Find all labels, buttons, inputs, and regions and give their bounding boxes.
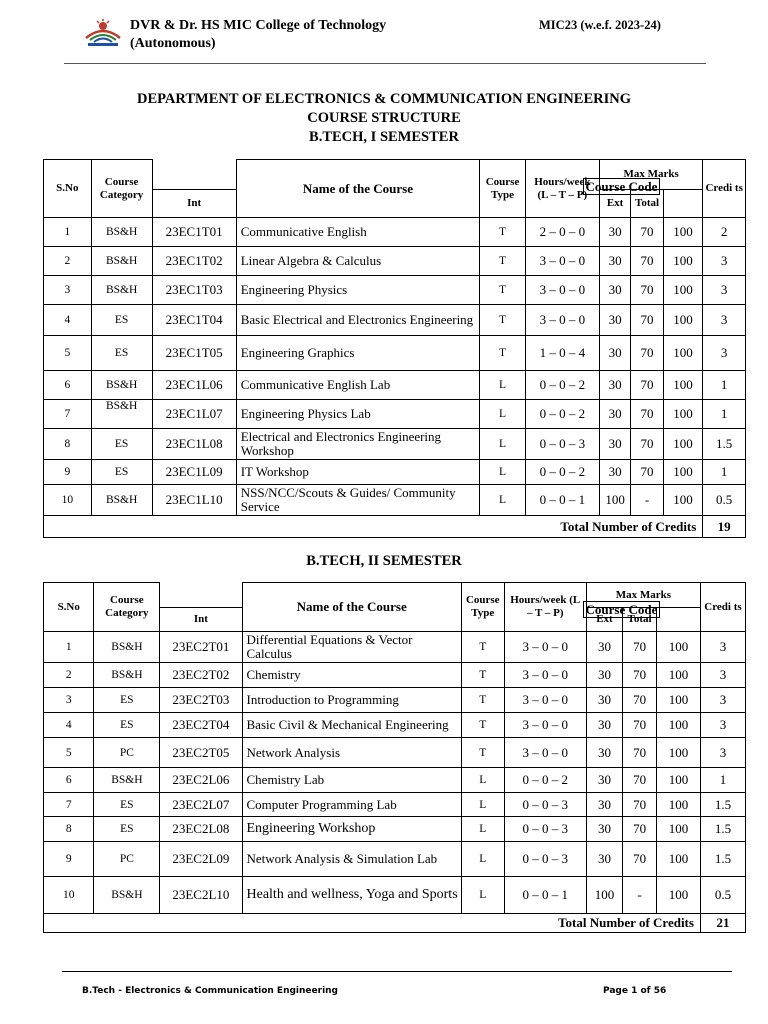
type-cell: L <box>480 400 526 429</box>
college-logo-icon <box>82 18 124 48</box>
hours-cell: 3 – 0 – 0 <box>504 713 586 738</box>
code-cell: 23EC2L06 <box>160 768 242 793</box>
footer-divider <box>62 971 732 972</box>
total-cell: 100 <box>657 738 701 768</box>
sno-cell: 7 <box>44 400 92 429</box>
code-cell: 23EC2T01 <box>160 632 242 663</box>
code-cell: 23EC1T01 <box>152 218 236 247</box>
document-title <box>0 90 768 147</box>
name-cell: Health and wellness, Yoga and Sports <box>242 877 461 914</box>
hours-cell: 3 – 0 – 0 <box>525 305 599 336</box>
sno-cell: 9 <box>44 842 94 877</box>
category-cell: BS&H <box>91 276 152 305</box>
col-sno: S.No <box>44 160 92 218</box>
hours-cell: 0 – 0 – 2 <box>525 400 599 429</box>
type-cell: T <box>480 305 526 336</box>
sno-cell: 8 <box>44 429 92 460</box>
semester2-rows <box>44 632 746 933</box>
col-hours: Hours/week (L – T – P) <box>504 583 586 632</box>
category-cell: PC <box>94 738 160 768</box>
code-cell: 23EC2T05 <box>160 738 242 768</box>
ext-cell: 70 <box>623 632 657 663</box>
total-cell: 100 <box>663 485 703 516</box>
col-hours: Hours/week (L – T – P) <box>525 160 599 218</box>
semester1-title: B.TECH, I SEMESTER <box>309 129 459 145</box>
category-cell: ES <box>91 305 152 336</box>
type-cell: T <box>461 632 504 663</box>
credits-cell: 1.5 <box>700 793 745 817</box>
col-sno: S.No <box>44 583 94 632</box>
college-name-block <box>130 17 386 53</box>
hours-cell: 0 – 0 – 3 <box>504 842 586 877</box>
ext-cell: 70 <box>631 247 663 276</box>
category-cell: ES <box>94 817 160 842</box>
col-code: Course Code <box>583 601 661 618</box>
category-cell: PC <box>94 842 160 877</box>
int-cell: 30 <box>599 218 630 247</box>
total-cell: 100 <box>657 663 701 688</box>
name-cell: IT Workshop <box>236 460 479 485</box>
ext-cell: 70 <box>623 842 657 877</box>
table-row <box>44 793 746 817</box>
ext-cell: 70 <box>631 429 663 460</box>
category-cell: ES <box>94 793 160 817</box>
page-header <box>0 0 768 70</box>
name-cell: Differential Equations & Vector Calculus <box>242 632 461 663</box>
credits-cell: 3 <box>700 713 745 738</box>
hours-cell: 2 – 0 – 0 <box>525 218 599 247</box>
semester2-title: B.TECH, II SEMESTER <box>306 553 462 569</box>
credits-cell: 1.5 <box>700 842 745 877</box>
name-cell: Electrical and Electronics Engineering Workshop <box>236 429 479 460</box>
sno-cell: 5 <box>44 336 92 371</box>
ext-cell: 70 <box>631 276 663 305</box>
name-cell: Chemistry Lab <box>242 768 461 793</box>
total-cell: 100 <box>663 247 703 276</box>
type-cell: L <box>461 768 504 793</box>
sno-cell: 5 <box>44 738 94 768</box>
type-cell: T <box>461 713 504 738</box>
category-cell: BS&H <box>91 485 152 516</box>
sno-cell: 4 <box>44 305 92 336</box>
hours-cell: 0 – 0 – 1 <box>504 877 586 914</box>
category-cell: BS&H <box>91 247 152 276</box>
col-type: Course Type <box>480 160 526 218</box>
hours-cell: 0 – 0 – 3 <box>504 817 586 842</box>
code-cell: 23EC1T05 <box>152 336 236 371</box>
col-total: Total <box>623 608 657 632</box>
code-cell: 23EC1L07 <box>152 400 236 429</box>
type-cell: L <box>461 817 504 842</box>
regulation-code: MIC23 (w.e.f. 2023-24) <box>539 18 661 32</box>
sno-cell: 10 <box>44 877 94 914</box>
table-row <box>44 663 746 688</box>
type-cell: L <box>461 877 504 914</box>
credits-cell: 3 <box>703 247 746 276</box>
header-divider <box>64 63 706 64</box>
int-cell: 30 <box>586 688 622 713</box>
course-structure-title: COURSE STRUCTURE <box>307 110 461 126</box>
name-cell: Communicative English <box>236 218 479 247</box>
category-cell: BS&H <box>91 218 152 247</box>
total-cell: 100 <box>663 218 703 247</box>
code-cell: 23EC1T04 <box>152 305 236 336</box>
table-row <box>44 877 746 914</box>
credits-cell: 1 <box>700 768 745 793</box>
ext-cell: 70 <box>623 663 657 688</box>
table-row <box>44 688 746 713</box>
type-cell: L <box>480 485 526 516</box>
hours-cell: 0 – 0 – 3 <box>504 793 586 817</box>
code-cell: 23EC1L06 <box>152 371 236 400</box>
total-cell: 100 <box>663 460 703 485</box>
code-cell: 23EC2T02 <box>160 663 242 688</box>
total-cell: 100 <box>663 429 703 460</box>
total-credits-label: Total Number of Credits <box>44 516 703 538</box>
semester1-course-table <box>43 159 746 538</box>
code-cell: 23EC1T02 <box>152 247 236 276</box>
credits-cell: 3 <box>703 276 746 305</box>
credits-cell: 1 <box>703 460 746 485</box>
col-int: Int <box>160 608 242 632</box>
hours-cell: 3 – 0 – 0 <box>504 688 586 713</box>
total-cell: 100 <box>657 768 701 793</box>
name-cell: Network Analysis & Simulation Lab <box>242 842 461 877</box>
code-cell: 23EC2T03 <box>160 688 242 713</box>
table-row <box>44 632 746 663</box>
col-credits: Credi ts <box>703 160 746 218</box>
int-cell: 30 <box>586 842 622 877</box>
name-cell: Chemistry <box>242 663 461 688</box>
name-cell: Engineering Physics <box>236 276 479 305</box>
hours-cell: 1 – 0 – 4 <box>525 336 599 371</box>
total-credits-value: 19 <box>703 516 746 538</box>
college-status: (Autonomous) <box>130 36 216 51</box>
int-cell: 30 <box>586 793 622 817</box>
code-cell: 23EC2L08 <box>160 817 242 842</box>
col-category: Course Category <box>94 583 160 632</box>
name-cell: Introduction to Programming <box>242 688 461 713</box>
total-cell: 100 <box>657 842 701 877</box>
col-name: Name of the Course <box>242 583 461 632</box>
col-total: Total <box>631 190 663 218</box>
name-cell: Basic Electrical and Electronics Engineering <box>236 305 479 336</box>
total-cell: 100 <box>663 371 703 400</box>
table-row <box>44 276 746 305</box>
ext-cell: 70 <box>623 793 657 817</box>
ext-cell: 70 <box>631 460 663 485</box>
sno-cell: 6 <box>44 768 94 793</box>
category-cell: BS&H <box>91 371 152 400</box>
type-cell: T <box>461 663 504 688</box>
total-cell: 100 <box>657 877 701 914</box>
name-cell: Engineering Physics Lab <box>236 400 479 429</box>
col-ext: Ext <box>599 190 630 218</box>
ext-cell: 70 <box>631 400 663 429</box>
int-cell: 30 <box>586 663 622 688</box>
sno-cell: 7 <box>44 793 94 817</box>
hours-cell: 3 – 0 – 0 <box>504 738 586 768</box>
hours-cell: 3 – 0 – 0 <box>504 663 586 688</box>
int-cell: 30 <box>599 276 630 305</box>
table-row <box>44 429 746 460</box>
sno-cell: 8 <box>44 817 94 842</box>
int-cell: 30 <box>599 247 630 276</box>
sno-cell: 3 <box>44 688 94 713</box>
hours-cell: 3 – 0 – 0 <box>525 276 599 305</box>
credits-cell: 3 <box>703 305 746 336</box>
credits-cell: 1.5 <box>703 429 746 460</box>
name-cell: Communicative English Lab <box>236 371 479 400</box>
ext-cell: - <box>631 485 663 516</box>
total-cell: 100 <box>663 305 703 336</box>
total-cell: 100 <box>657 793 701 817</box>
category-cell: ES <box>91 429 152 460</box>
category-cell: ES <box>94 688 160 713</box>
type-cell: T <box>461 738 504 768</box>
int-cell: 30 <box>586 817 622 842</box>
int-cell: 30 <box>599 305 630 336</box>
type-cell: T <box>480 247 526 276</box>
category-cell: ES <box>91 336 152 371</box>
sno-cell: 1 <box>44 632 94 663</box>
int-cell: 30 <box>586 713 622 738</box>
table-row <box>44 485 746 516</box>
total-cell: 100 <box>657 632 701 663</box>
name-cell: Computer Programming Lab <box>242 793 461 817</box>
col-credits: Credi ts <box>700 583 745 632</box>
table-row <box>44 460 746 485</box>
credits-cell: 2 <box>703 218 746 247</box>
ext-cell: - <box>623 877 657 914</box>
int-cell: 30 <box>599 336 630 371</box>
type-cell: L <box>480 371 526 400</box>
col-code: Course Code <box>583 178 661 195</box>
type-cell: L <box>461 793 504 817</box>
type-cell: T <box>480 276 526 305</box>
total-row <box>44 914 746 933</box>
footer-program: B.Tech - Electronics & Communication Engineering <box>82 986 338 996</box>
footer-page-number: Page 1 of 56 <box>603 986 667 996</box>
category-cell: BS&H <box>94 663 160 688</box>
code-cell: 23EC1T03 <box>152 276 236 305</box>
table-row <box>44 817 746 842</box>
table-row <box>44 218 746 247</box>
name-cell: Network Analysis <box>242 738 461 768</box>
int-cell: 30 <box>599 460 630 485</box>
int-cell: 30 <box>599 371 630 400</box>
int-cell: 30 <box>586 738 622 768</box>
credits-cell: 3 <box>700 632 745 663</box>
total-row <box>44 516 746 538</box>
col-max-marks: Max Marks <box>586 583 700 608</box>
credits-cell: 0.5 <box>700 877 745 914</box>
credits-cell: 1.5 <box>700 817 745 842</box>
int-cell: 30 <box>599 400 630 429</box>
ext-cell: 70 <box>623 768 657 793</box>
type-cell: L <box>480 460 526 485</box>
total-credits-label: Total Number of Credits <box>44 914 701 933</box>
sno-cell: 4 <box>44 713 94 738</box>
table-row <box>44 371 746 400</box>
ext-cell: 70 <box>623 713 657 738</box>
sno-cell: 2 <box>44 247 92 276</box>
code-cell: 23EC2L10 <box>160 877 242 914</box>
int-cell: 30 <box>586 632 622 663</box>
total-cell: 100 <box>657 713 701 738</box>
credits-cell: 3 <box>700 688 745 713</box>
credits-cell: 3 <box>703 336 746 371</box>
type-cell: T <box>461 688 504 713</box>
credits-cell: 3 <box>700 663 745 688</box>
category-cell: BS&H <box>94 632 160 663</box>
int-cell: 100 <box>586 877 622 914</box>
col-max-marks: Max Marks <box>599 160 702 190</box>
total-cell: 100 <box>663 276 703 305</box>
ext-cell: 70 <box>631 305 663 336</box>
name-cell: NSS/NCC/Scouts & Guides/ Community Service <box>236 485 479 516</box>
hours-cell: 0 – 0 – 2 <box>525 460 599 485</box>
table-row <box>44 842 746 877</box>
type-cell: T <box>480 218 526 247</box>
total-credits-value: 21 <box>700 914 745 933</box>
college-name: DVR & Dr. HS MIC College of Technology <box>130 18 387 33</box>
total-cell: 100 <box>657 817 701 842</box>
type-cell: L <box>461 842 504 877</box>
ext-cell: 70 <box>631 371 663 400</box>
sno-cell: 10 <box>44 485 92 516</box>
hours-cell: 0 – 0 – 2 <box>504 768 586 793</box>
ext-cell: 70 <box>631 218 663 247</box>
ext-cell: 70 <box>623 817 657 842</box>
total-cell: 100 <box>657 688 701 713</box>
int-cell: 30 <box>586 768 622 793</box>
int-cell: 100 <box>599 485 630 516</box>
int-cell: 30 <box>599 429 630 460</box>
sno-cell: 1 <box>44 218 92 247</box>
total-cell: 100 <box>663 336 703 371</box>
sno-cell: 9 <box>44 460 92 485</box>
col-int: Int <box>152 190 236 218</box>
type-cell: T <box>480 336 526 371</box>
credits-cell: 3 <box>700 738 745 768</box>
table-row <box>44 336 746 371</box>
table-row <box>44 400 746 429</box>
semester2-course-table <box>43 582 746 933</box>
table-row <box>44 247 746 276</box>
ext-cell: 70 <box>631 336 663 371</box>
name-cell: Basic Civil & Mechanical Engineering <box>242 713 461 738</box>
sno-cell: 3 <box>44 276 92 305</box>
col-type: Course Type <box>461 583 504 632</box>
code-cell: 23EC1L08 <box>152 429 236 460</box>
col-category: Course Category <box>91 160 152 218</box>
category-cell: ES <box>94 713 160 738</box>
code-cell: 23EC1L09 <box>152 460 236 485</box>
credits-cell: 0.5 <box>703 485 746 516</box>
sno-cell: 6 <box>44 371 92 400</box>
col-name: Name of the Course <box>236 160 479 218</box>
semester1-rows <box>44 218 746 538</box>
code-cell: 23EC1L10 <box>152 485 236 516</box>
table-row <box>44 738 746 768</box>
table-row <box>44 713 746 738</box>
table-row <box>44 768 746 793</box>
table-row <box>44 305 746 336</box>
ext-cell: 70 <box>623 688 657 713</box>
col-ext: Ext <box>586 608 622 632</box>
credits-cell: 1 <box>703 400 746 429</box>
category-cell: BS&H <box>91 400 152 429</box>
hours-cell: 0 – 0 – 1 <box>525 485 599 516</box>
hours-cell: 3 – 0 – 0 <box>504 632 586 663</box>
type-cell: L <box>480 429 526 460</box>
name-cell: Engineering Workshop <box>242 817 461 842</box>
department-title: DEPARTMENT OF ELECTRONICS & COMMUNICATION ENGINEERING <box>136 91 631 107</box>
sno-cell: 2 <box>44 663 94 688</box>
code-cell: 23EC2L09 <box>160 842 242 877</box>
category-cell: BS&H <box>94 877 160 914</box>
credits-cell: 1 <box>703 371 746 400</box>
hours-cell: 0 – 0 – 2 <box>525 371 599 400</box>
ext-cell: 70 <box>623 738 657 768</box>
category-cell: ES <box>91 460 152 485</box>
hours-cell: 3 – 0 – 0 <box>525 247 599 276</box>
total-cell: 100 <box>663 400 703 429</box>
category-cell: BS&H <box>94 768 160 793</box>
name-cell: Engineering Graphics <box>236 336 479 371</box>
name-cell: Linear Algebra & Calculus <box>236 247 479 276</box>
hours-cell: 0 – 0 – 3 <box>525 429 599 460</box>
code-cell: 23EC2L07 <box>160 793 242 817</box>
code-cell: 23EC2T04 <box>160 713 242 738</box>
